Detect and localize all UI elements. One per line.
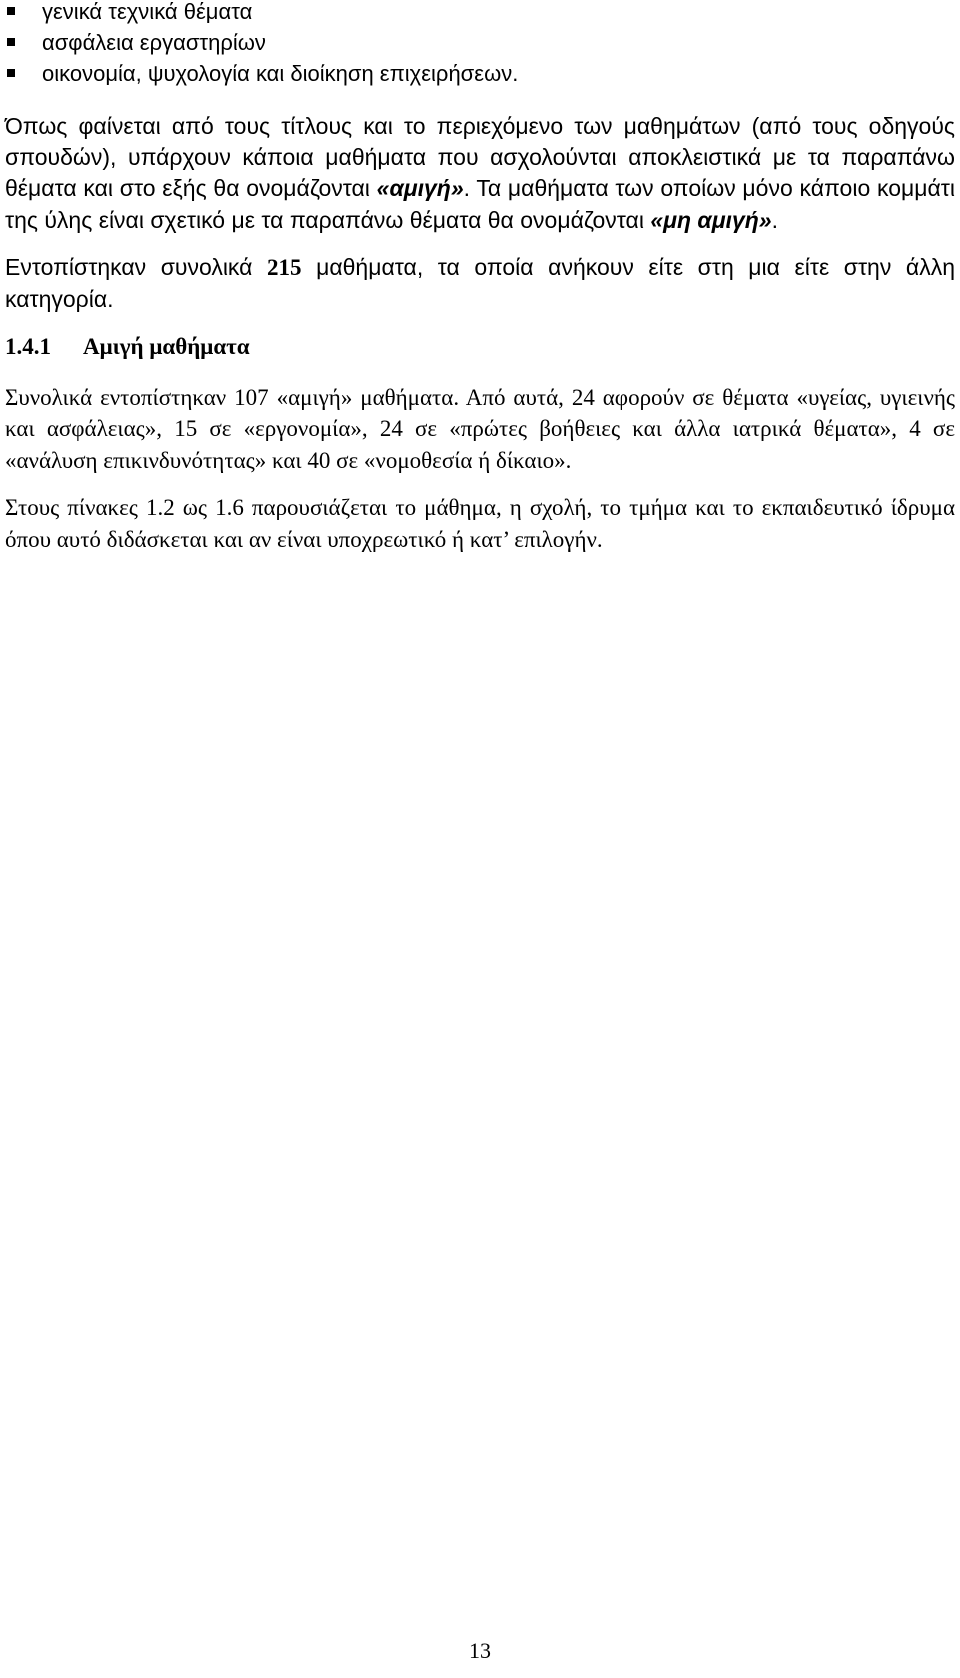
list-item: [5, 27, 955, 58]
list-item: [5, 0, 955, 27]
section-heading: [5, 331, 955, 362]
pure-courses-paragraph: Συνολικά εντοπίστηκαν 107 «αμιγή» μαθήματα. Από αυτά, 24 αφορούν σε θέματα «υγείας, υγιεινής και ασφάλειας», 15 σε «εργονομία», 24 σε «πρώτες βοήθειες και άλλα ιατρικά θέματα», 4 σε «ανάλυση επικινδυνότητας» και 40 σε «νομοθεσία ή δίκαιο».: [5, 385, 955, 473]
list-item: [5, 58, 955, 89]
list-item-text: οικονομία, ψυχολογία και διοίκηση επιχειρήσεων.: [42, 61, 519, 87]
square-bullet-icon: [7, 69, 15, 77]
square-bullet-icon: [7, 7, 15, 15]
paragraph-text: Όπως φαίνεται από τους τίτλους και το περιεχόμενο των μαθημάτων (από τους οδηγούς σπουδών), υπάρχουν κάποια μαθήματα που ασχολούνται αποκλειστικά με τα παραπάνω θέματα και στο εξής θα ονομάζονται: [5, 112, 955, 202]
topic-bullet-list: [5, 0, 955, 90]
section-number: 1.4.1: [5, 334, 51, 359]
paragraph-text: . Τα μαθήματα των οποίων μόνο κάποιο κομμάτι της ύλης είναι σχετικό με τα παραπάνω θέματα θα ονομάζονται: [5, 175, 955, 233]
term-non-pure: «μη αμιγή»: [650, 206, 772, 233]
course-count: 215: [267, 255, 302, 281]
section-title: Αμιγή μαθήματα: [83, 334, 250, 359]
paragraph-text: Εντοπίστηκαν συνολικά: [5, 254, 268, 281]
page-number: 13: [469, 1638, 491, 1663]
paragraph-text: μαθήματα, τα οποία ανήκουν είτε στη μια είτε στην άλλη κατηγορία.: [5, 254, 955, 312]
square-bullet-icon: [7, 38, 15, 46]
list-item-text: ασφάλεια εργαστηρίων: [42, 30, 266, 56]
paragraph-text: .: [771, 206, 778, 233]
tables-paragraph: Στους πίνακες 1.2 ως 1.6 παρουσιάζεται το μάθημα, η σχολή, το τμήμα και το εκπαιδευτικό ίδρυμα όπου αυτό διδάσκεται και αν είναι υποχρεωτικό ή κατ’ επιλογήν.: [5, 495, 955, 552]
intro-paragraph: [5, 111, 955, 237]
document-page: [5, 0, 955, 555]
list-item-text: γενικά τεχνικά θέματα: [42, 0, 253, 24]
term-pure: «αμιγή»: [376, 175, 464, 202]
count-paragraph: [5, 252, 955, 315]
